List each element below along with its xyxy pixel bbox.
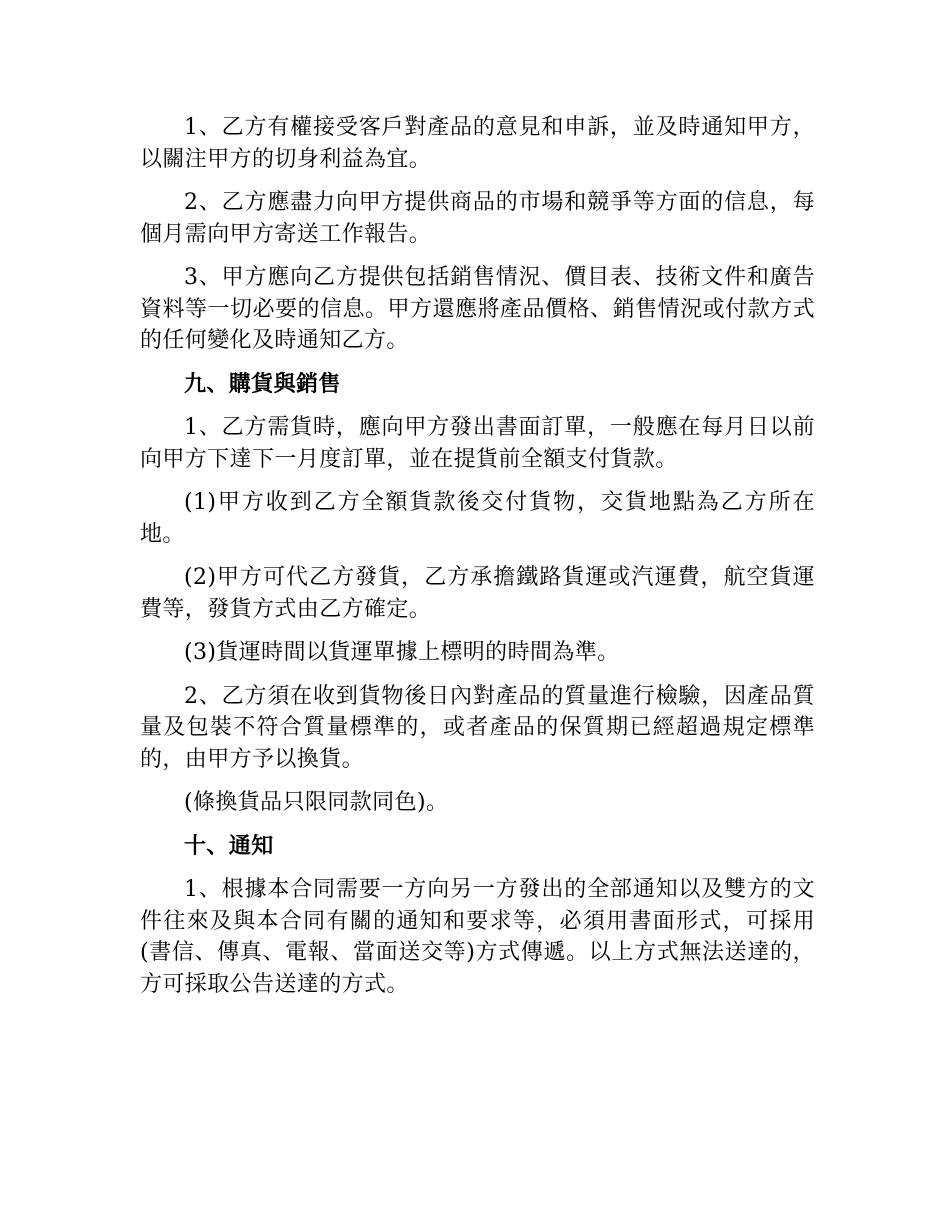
document-page (140, 112, 815, 1012)
paragraph-notice: 1、根據本合同需要一方向另一方發出的全部通知以及雙方的文件往來及與本合同有關的通知和要求等，必須用書面形式，可採用(書信、傳真、電報、當面送交等)方式傳遞。以上方式無法送達的，方可採取公告送達的方式。 (140, 877, 815, 997)
paragraph-delivery-1: (1)甲方收到乙方全額貨款後交付貨物，交貨地點為乙方所在地。 (140, 490, 815, 547)
paragraph-party-a-info: 3、甲方應向乙方提供包括銷售情況、價目表、技術文件和廣告資料等一切必要的信息。甲方還應將產品價格、銷售情況或付款方式的任何變化及時通知乙方。 (140, 265, 815, 353)
paragraph-delivery-3: (3)貨運時間以貨運單據上標明的時間為準。 (184, 640, 620, 665)
paragraph-exchange-note: (條換貨品只限同款同色)。 (184, 790, 449, 815)
paragraph-inspection: 2、乙方須在收到貨物後日內對產品的質量進行檢驗，因產品質量及包裝不符合質量標準的，或者產品的保質期已經超過規定標準的，由甲方予以換貨。 (140, 683, 815, 772)
section-heading-purchase-sales: 九、購貨與銷售 (184, 370, 341, 397)
section-heading-notice: 十、通知 (184, 832, 274, 859)
paragraph-party-b-market-info: 2、乙方應盡力向甲方提供商品的市場和競爭等方面的信息，每個月需向甲方寄送工作報告。 (140, 190, 815, 247)
paragraph-order: 1、乙方需貨時，應向甲方發出書面訂單，一般應在每月日以前向甲方下達下一月度訂單，並在提貨前全額支付貨款。 (140, 415, 815, 472)
paragraph-party-b-feedback: 1、乙方有權接受客戶對產品的意見和申訴，並及時通知甲方，以關注甲方的切身利益為宜。 (140, 115, 815, 172)
paragraph-delivery-2: (2)甲方可代乙方發貨，乙方承擔鐵路貨運或汽運費，航空貨運費等，發貨方式由乙方確定。 (140, 565, 815, 622)
